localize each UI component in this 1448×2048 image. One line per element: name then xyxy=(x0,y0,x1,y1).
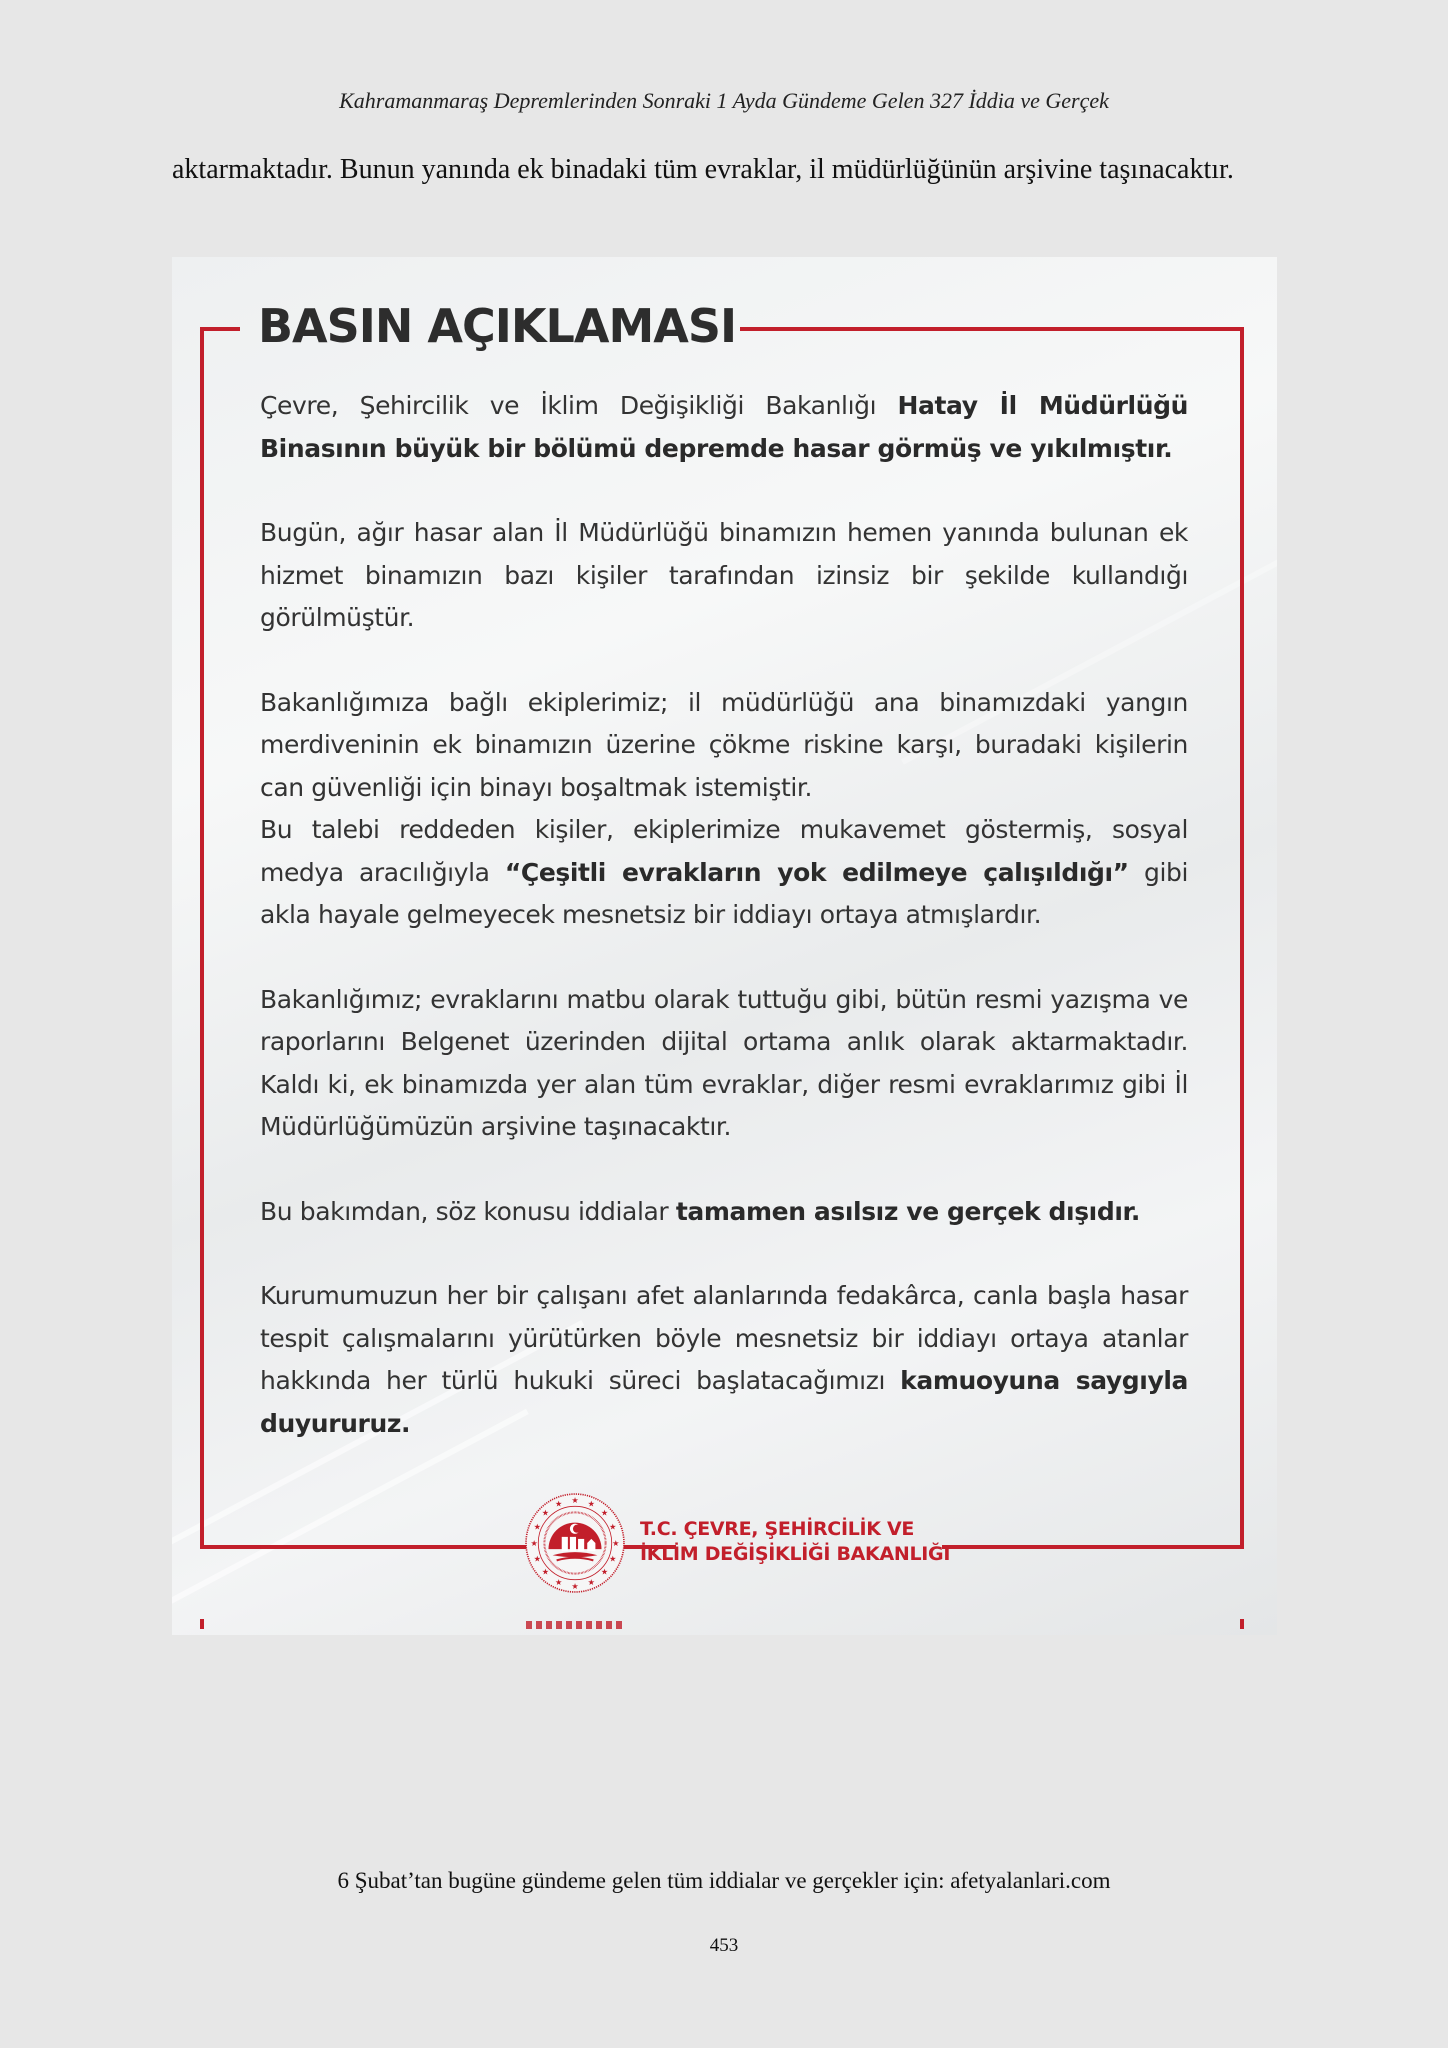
paragraph-bold-quote: “Çeşitli evrakların yok edilmeye çalışıldığı” xyxy=(504,857,1129,887)
frame-stub-artifact xyxy=(526,1621,626,1629)
frame-border-bottom-right xyxy=(942,1545,1244,1549)
frame-stub xyxy=(1240,1619,1244,1629)
frame-border-top-right xyxy=(740,327,1244,331)
frame-stub xyxy=(200,1619,204,1629)
paragraph-bold-text: tamamen asılsız ve gerçek dışıdır. xyxy=(675,1196,1140,1226)
press-paragraph xyxy=(260,1191,1188,1234)
page-number: 453 xyxy=(709,1935,739,1956)
paragraph-text: Bu bakımdan, söz konusu iddialar xyxy=(260,1196,676,1226)
frame-border-right xyxy=(1240,327,1244,1549)
ministry-name-line1: T.C. ÇEVRE, ŞEHİRCİLİK VE xyxy=(640,1518,915,1540)
paragraph-text: Bugün, ağır hasar alan İl Müdürlüğü binamızın hemen yanında bulunan ek hizmet binamızın bazı kişiler tarafından izinsiz bir şekilde kullandığı görülmüştür. xyxy=(260,518,1188,632)
press-release-title: BASIN AÇIKLAMASI xyxy=(258,299,737,353)
svg-text:★: ★ xyxy=(541,1507,550,1518)
svg-text:★: ★ xyxy=(609,1553,617,1564)
paragraph-bold-text: Hatay İl Müdürlüğü Binasının büyük bir bölümü depremde hasar görmüş ve yıkılmıştır. xyxy=(260,391,1188,463)
paragraph-bold-text: kamuoyuna saygıyla duyururuz. xyxy=(260,1366,1188,1438)
press-paragraph xyxy=(260,979,1188,1149)
body-paragraph: aktarmaktadır. Bunun yanında ek binadaki tüm evraklar, il müdürlüğünün arşivine taşınacaktır. xyxy=(172,154,1234,185)
footer-note: 6 Şubat’tan bugüne gündeme gelen tüm iddialar ve gerçekler için: afetyalanlari.com xyxy=(337,1868,1111,1893)
press-release-image xyxy=(172,257,1277,1635)
ministry-name-line2: İKLİM DEĞİŞİKLİĞİ BAKANLIĞI xyxy=(640,1543,951,1565)
frame-border-left xyxy=(200,327,204,1549)
press-paragraph xyxy=(260,385,1188,470)
svg-text:★: ★ xyxy=(555,1576,563,1587)
svg-text:★: ★ xyxy=(587,1498,595,1509)
press-paragraph xyxy=(260,809,1188,937)
paragraph-text: Kurumumuzun her bir çalışanı afet alanlarında fedakârca, canla başla hasar tespit çalışmalarını yürütürken böyle mesnetsiz bir iddiayı ortaya atanlar hakkında her türlü hukuki süreci başlatacağımızı xyxy=(260,1281,1188,1395)
press-paragraph xyxy=(260,1275,1188,1445)
ministry-emblem-icon xyxy=(524,1492,626,1594)
paragraph-text: Bu talebi reddeden kişiler, ekiplerimize mukavemet göstermiş, sosyal medya aracılığıyla xyxy=(260,815,1188,887)
paragraph-text: Çevre, Şehircilik ve İklim Değişikliği Bakanlığı xyxy=(260,391,898,420)
svg-text:★: ★ xyxy=(541,1566,550,1577)
svg-text:★: ★ xyxy=(533,1521,541,1532)
svg-text:★: ★ xyxy=(609,1521,617,1532)
svg-text:★: ★ xyxy=(571,1580,579,1591)
frame-border-top-left xyxy=(200,327,240,331)
paragraph-text: Bakanlığımıza bağlı ekiplerimiz; il müdürlüğü ana binamızdaki yangın merdiveninin ek binamızın üzerine çökme riskine karşı, buradaki kişilerin can güvenliği için binayı boşaltmak istemiştir. xyxy=(260,687,1188,802)
paragraph-text: Bakanlığımız; evraklarını matbu olarak tuttuğu gibi, bütün resmi yazışma ve raporlarını Belgenet üzerinden dijital ortama anlık olarak aktarmaktadır. Kaldı ki, ek binamızda yer alan tüm evraklar, diğer resmi evraklarımız gibi İl Müdürlüğümüzün arşivine taşınacaktır. xyxy=(260,984,1188,1141)
ministry-name xyxy=(640,1517,950,1567)
svg-text:★: ★ xyxy=(530,1538,538,1549)
paragraph-text: gibi akla hayale gelmeyecek mesnetsiz bir iddiayı ortaya atmışlardır. xyxy=(260,857,1189,929)
svg-text:★: ★ xyxy=(600,1566,609,1577)
svg-text:★: ★ xyxy=(612,1538,620,1549)
svg-text:★: ★ xyxy=(555,1498,563,1509)
svg-text:★: ★ xyxy=(587,1576,595,1587)
press-release-body xyxy=(260,385,1188,1487)
svg-text:★: ★ xyxy=(571,1495,579,1506)
running-header: Kahramanmaraş Depremlerinden Sonraki 1 Ayda Gündeme Gelen 327 İddia ve Gerçek xyxy=(339,88,1109,113)
press-paragraph xyxy=(260,512,1188,640)
press-paragraph xyxy=(260,682,1188,810)
svg-text:★: ★ xyxy=(600,1507,609,1518)
svg-text:★: ★ xyxy=(533,1553,541,1564)
